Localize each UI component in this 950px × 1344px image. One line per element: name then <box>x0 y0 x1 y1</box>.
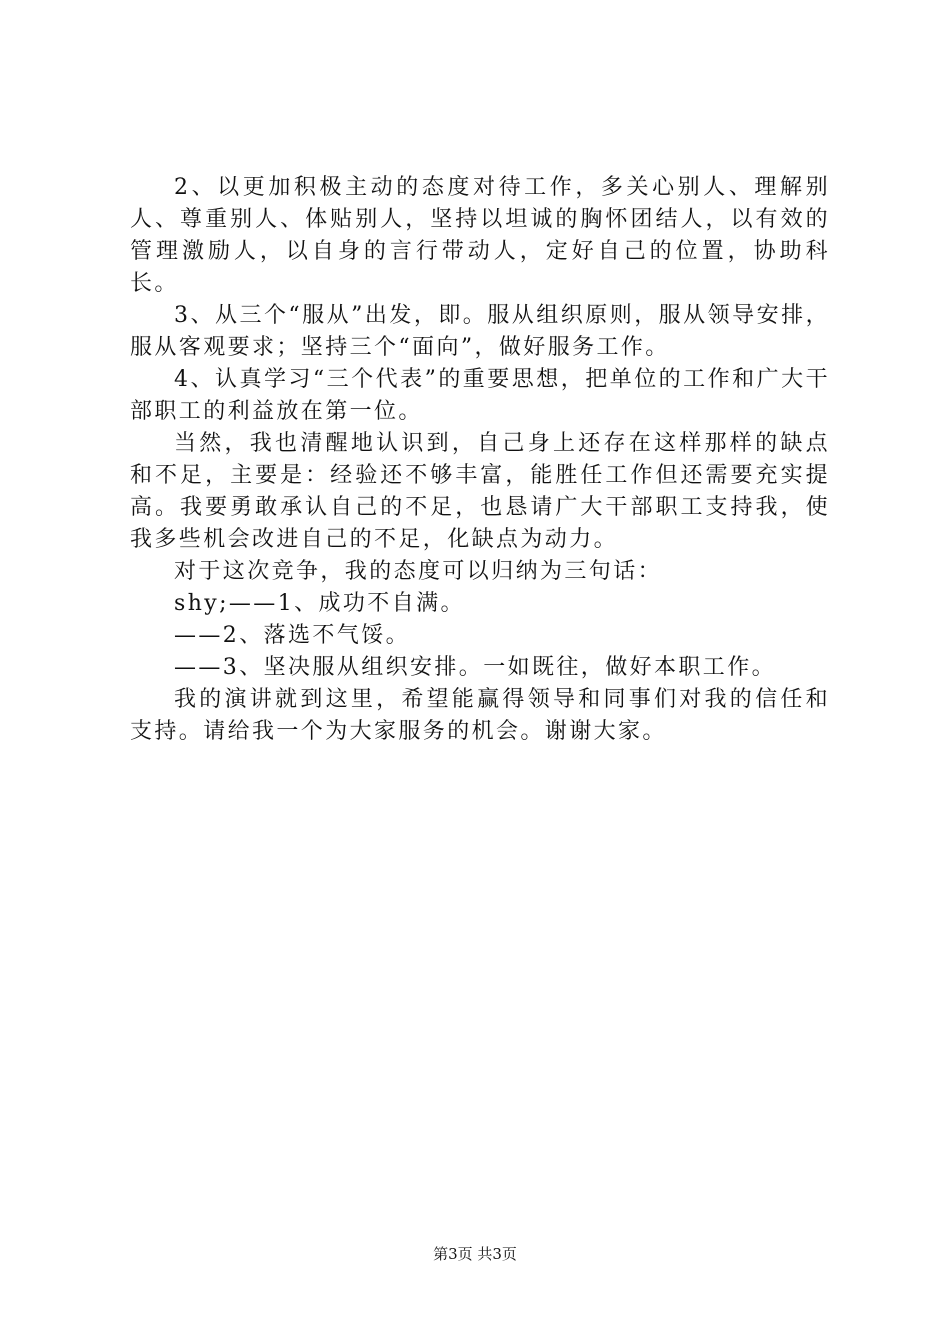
paragraph-attitude-1: shy;——1、成功不自满。 <box>174 591 465 616</box>
paragraph-item-3: 3、从三个“服从”出发，即。服从组织原则，服从领导安排，服从客观要求；坚持三个“面向”，做好服务工作。 <box>130 303 830 360</box>
paragraph-item-2: 2、以更加积极主动的态度对待工作，多关心别人、理解别人、尊重别人、体贴别人，坚持以坦诚的胸怀团结人，以有效的管理激励人，以自身的言行带动人，定好自己的位置，协助科长。 <box>130 175 830 296</box>
paragraph-attitude-intro: 对于这次竞争，我的态度可以归纳为三句话： <box>174 559 663 584</box>
paragraph-attitude-3: ——3、坚决服从组织安排。一如既往，做好本职工作。 <box>174 655 776 680</box>
paragraph-closing: 我的演讲就到这里，希望能赢得领导和同事们对我的信任和支持。请给我一个为大家服务的机会。谢谢大家。 <box>130 687 830 744</box>
paragraph-attitude-2: ——2、落选不气馁。 <box>174 623 410 648</box>
paragraph-shortcomings: 当然，我也清醒地认识到，自己身上还存在这样那样的缺点和不足，主要是：经验还不够丰富，能胜任工作但还需要充实提高。我要勇敢承认自己的不足，也恳请广大干部职工支持我，使我多些机会改进自己的不足，化缺点为动力。 <box>130 431 830 552</box>
document-body <box>130 172 830 748</box>
page-number-footer: 第3页 共3页 <box>433 1245 517 1263</box>
paragraph-item-4: 4、认真学习“三个代表”的重要思想，把单位的工作和广大干部职工的利益放在第一位。 <box>130 367 830 424</box>
